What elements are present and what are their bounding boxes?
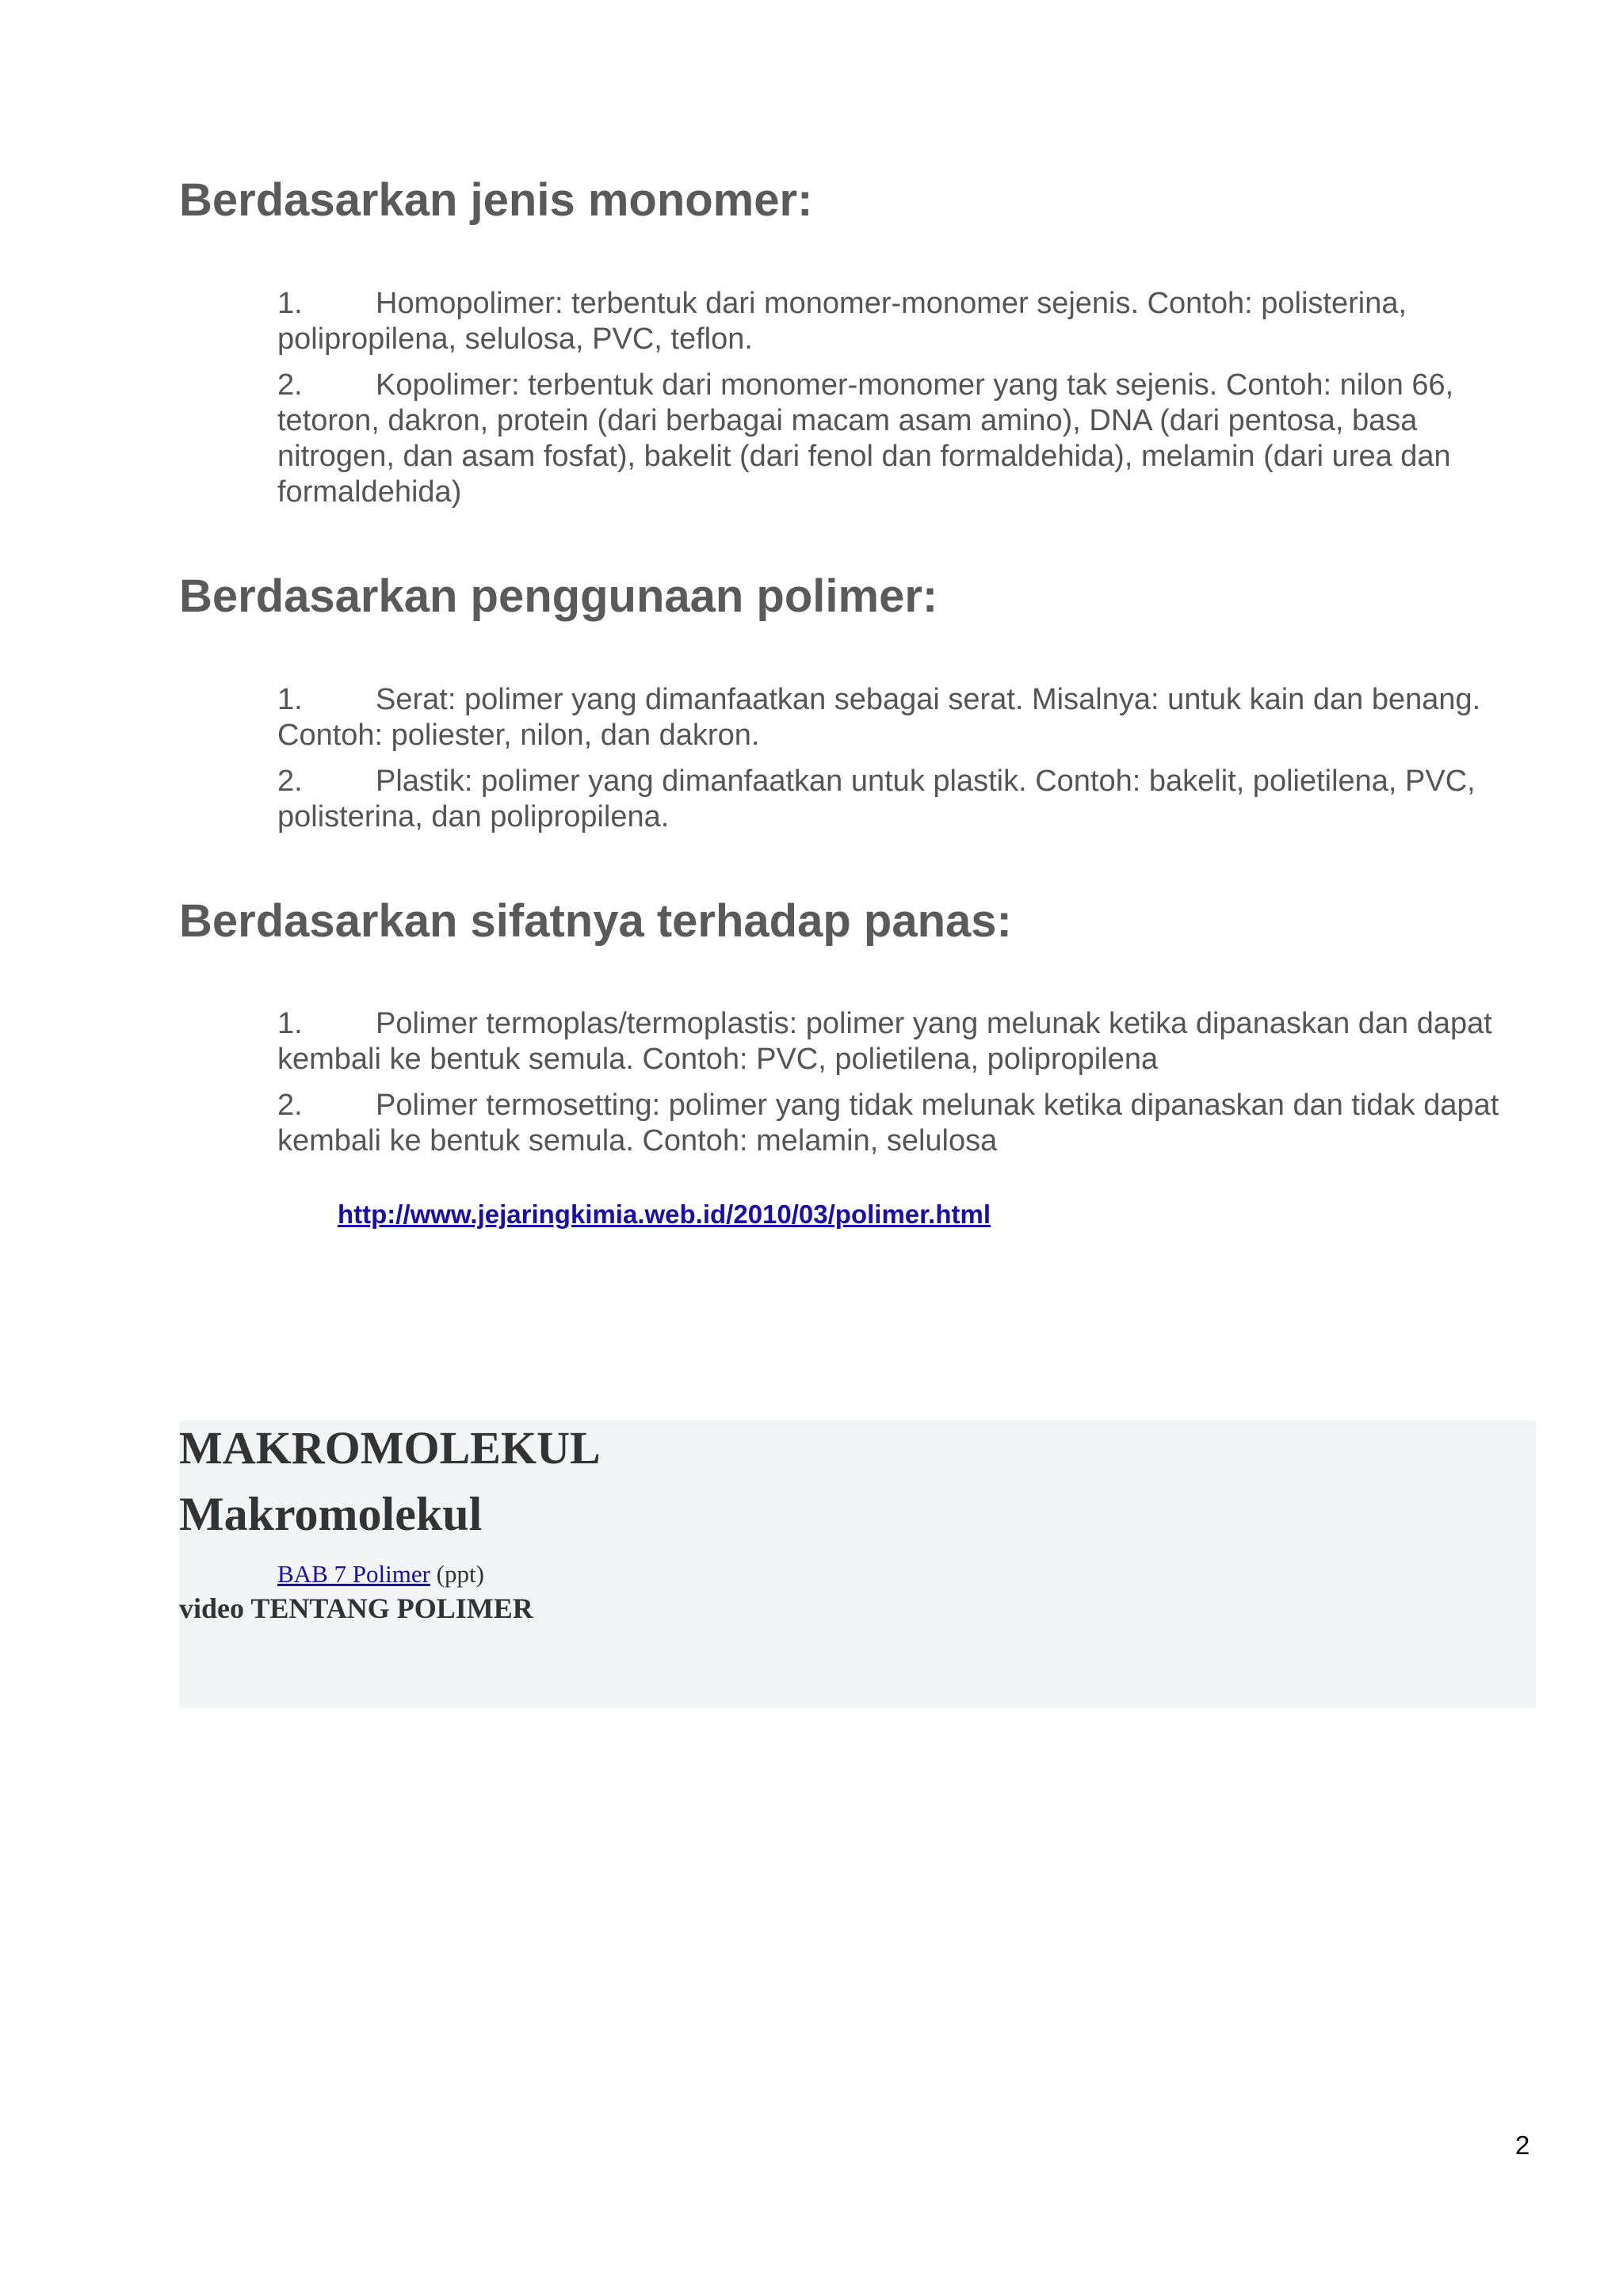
list-number: 2. [277,368,303,402]
section-heading-penggunaan-polimer: Berdasarkan penggunaan polimer: [179,570,938,622]
section-heading-sifat-panas: Berdasarkan sifatnya terhadap panas: [179,895,1012,947]
list-text: Serat: polimer yang dimanfaatkan sebagai serat. Misalnya: untuk kain dan benang. Contoh: poliester, nilon, dan dakron. [277,683,1481,752]
list-number: 1. [277,683,303,716]
section-heading-jenis-monomer: Berdasarkan jenis monomer: [179,174,813,226]
list-text: Polimer termoplas/termoplastis: polimer yang melunak ketika dipanaskan dan dapat kembali ke bentuk semula. Contoh: PVC, polietilena, polipropilena [277,1007,1492,1076]
list-number: 1. [277,287,303,320]
list-item [277,1006,1537,1077]
list-text: Polimer termosetting: polimer yang tidak melunak ketika dipanaskan dan tidak dapat kembali ke bentuk semula. Contoh: melamin, selulosa [277,1089,1499,1158]
list-item [277,368,1537,510]
box-title-makromolekul: Makromolekul [179,1488,483,1540]
ppt-suffix: (ppt) [430,1560,484,1588]
list-number: 1. [277,1007,303,1040]
list-text: Plastik: polimer yang dimanfaatkan untuk plastik. Contoh: bakelit, polietilena, PVC, polisterina, dan polipropilena. [277,765,1476,833]
makromolekul-box [179,1421,1536,1708]
list-jenis-monomer [277,286,1537,521]
list-sifat-panas [277,1006,1537,1169]
page-number: 2 [1515,2130,1530,2160]
list-text: Homopolimer: terbentuk dari monomer-monomer sejenis. Contoh: polisterina, polipropilena, selulosa, PVC, teflon. [277,287,1407,356]
list-item [277,1088,1537,1159]
list-item [277,286,1537,357]
bab-7-polimer-link[interactable]: BAB 7 Polimer [277,1560,430,1588]
list-text: Kopolimer: terbentuk dari monomer-monomer yang tak sejenis. Contoh: nilon 66, tetoron, dakron, protein (dari berbagai macam asam amino), DNA (dari pentosa, basa nitrogen, dan asam fosfat), bakelit (dari fenol dan formaldehida), melamin (dari urea dan formaldehida) [277,368,1454,509]
list-item [277,682,1537,753]
list-penggunaan-polimer [277,682,1537,845]
box-title-makromolekul-upper: MAKROMOLEKUL [179,1422,601,1474]
list-number: 2. [277,765,303,798]
list-number: 2. [277,1089,303,1122]
list-item [277,764,1537,835]
source-link[interactable]: http://www.jejaringkimia.web.id/2010/03/polimer.html [338,1199,991,1229]
video-label: video TENTANG POLIMER [179,1592,533,1624]
bab-7-line [277,1559,484,1589]
